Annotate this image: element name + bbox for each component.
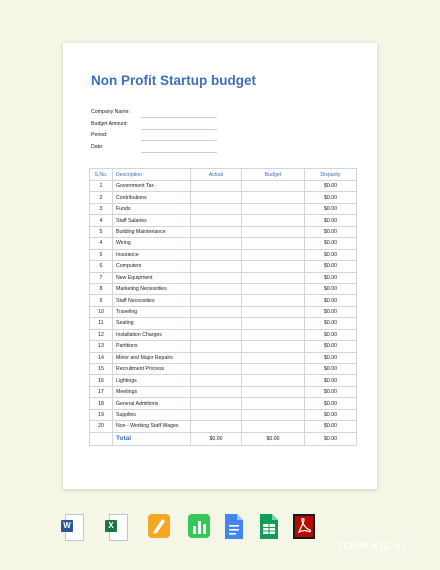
row-budget	[242, 398, 305, 409]
table-row	[90, 283, 357, 294]
row-budget	[242, 341, 305, 352]
table-row	[90, 329, 357, 340]
table-row	[90, 341, 357, 352]
row-sno: 17	[90, 386, 113, 397]
row-description: General Admitions	[113, 398, 191, 409]
row-sno: 12	[90, 329, 113, 340]
company-name-line	[141, 117, 217, 118]
google-sheets-icon[interactable]	[258, 513, 282, 541]
budget-amount-label: Budget Amount:	[91, 121, 128, 127]
row-actual	[191, 318, 242, 329]
row-actual	[191, 375, 242, 386]
row-disparity: $0.00	[305, 181, 357, 192]
row-description: Contributions	[113, 192, 191, 203]
row-sno: 5	[90, 226, 113, 237]
table-row	[90, 192, 357, 203]
total-sno-cell	[90, 432, 113, 445]
row-sno: 5	[90, 249, 113, 260]
row-description: New Equipment	[113, 272, 191, 283]
row-actual	[191, 181, 242, 192]
row-description: Installation Charges	[113, 329, 191, 340]
row-description: Insurance	[113, 249, 191, 260]
row-actual	[191, 352, 242, 363]
row-budget	[242, 203, 305, 214]
row-budget	[242, 352, 305, 363]
table-row	[90, 295, 357, 306]
row-description: Minor and Major Repairs	[113, 352, 191, 363]
total-row	[90, 432, 357, 445]
table-row	[90, 318, 357, 329]
row-description: Supplies	[113, 409, 191, 420]
row-disparity: $0.00	[305, 386, 357, 397]
row-actual	[191, 398, 242, 409]
row-sno: 14	[90, 352, 113, 363]
row-sno: 10	[90, 306, 113, 317]
row-disparity: $0.00	[305, 249, 357, 260]
row-description: Recruitment Process	[113, 364, 191, 375]
row-disparity: $0.00	[305, 409, 357, 420]
row-description: Non - Working Staff Wages	[113, 421, 191, 432]
row-description: Seating	[113, 318, 191, 329]
row-budget	[242, 421, 305, 432]
date-label: Date:	[91, 144, 104, 150]
row-disparity: $0.00	[305, 398, 357, 409]
table-row	[90, 352, 357, 363]
row-sno: 4	[90, 238, 113, 249]
row-actual	[191, 261, 242, 272]
row-actual	[191, 364, 242, 375]
row-actual	[191, 386, 242, 397]
budget-amount-line	[141, 129, 217, 130]
document-title: Non Profit Startup budget	[91, 73, 256, 88]
row-description: Traveling	[113, 306, 191, 317]
row-actual	[191, 203, 242, 214]
total-budget: $0.00	[242, 432, 305, 445]
row-actual	[191, 341, 242, 352]
total-actual: $0.00	[191, 432, 242, 445]
row-budget	[242, 364, 305, 375]
row-sno: 7	[90, 272, 113, 283]
row-disparity: $0.00	[305, 352, 357, 363]
total-disparity: $0.00	[305, 432, 357, 445]
row-budget	[242, 409, 305, 420]
row-budget	[242, 192, 305, 203]
row-disparity: $0.00	[305, 421, 357, 432]
row-sno: 9	[90, 295, 113, 306]
row-actual	[191, 226, 242, 237]
row-description: Computers	[113, 261, 191, 272]
row-sno: 18	[90, 398, 113, 409]
row-description: Marketing Necessities	[113, 283, 191, 294]
row-budget	[242, 215, 305, 226]
row-sno: 19	[90, 409, 113, 420]
header-disparity: Disparity	[305, 169, 357, 181]
row-sno: 3	[90, 203, 113, 214]
row-disparity: $0.00	[305, 341, 357, 352]
row-budget	[242, 375, 305, 386]
row-budget	[242, 226, 305, 237]
row-actual	[191, 192, 242, 203]
row-sno: 8	[90, 283, 113, 294]
header-sno: S.No.	[90, 169, 113, 181]
row-disparity: $0.00	[305, 329, 357, 340]
row-sno: 13	[90, 341, 113, 352]
template-net-logo[interactable]: TEMPLATE.NET	[337, 541, 414, 552]
row-disparity: $0.00	[305, 306, 357, 317]
excel-icon[interactable]: X	[105, 513, 129, 541]
total-label: Total	[113, 432, 191, 445]
row-budget	[242, 272, 305, 283]
period-line	[141, 140, 217, 141]
row-actual	[191, 249, 242, 260]
row-description: Government Tax	[113, 181, 191, 192]
row-budget	[242, 238, 305, 249]
row-description: Meetings	[113, 386, 191, 397]
row-actual	[191, 272, 242, 283]
row-budget	[242, 181, 305, 192]
row-description: Staff Necessities	[113, 295, 191, 306]
period-label: Period:	[91, 132, 108, 138]
numbers-icon[interactable]	[187, 513, 211, 541]
row-disparity: $0.00	[305, 283, 357, 294]
table-row	[90, 238, 357, 249]
row-description: Building Maintenance	[113, 226, 191, 237]
row-sno: 16	[90, 375, 113, 386]
word-icon[interactable]: W	[61, 513, 85, 541]
table-row	[90, 203, 357, 214]
row-disparity: $0.00	[305, 261, 357, 272]
row-sno: 6	[90, 261, 113, 272]
row-actual	[191, 283, 242, 294]
row-sno: 20	[90, 421, 113, 432]
row-budget	[242, 329, 305, 340]
row-disparity: $0.00	[305, 295, 357, 306]
row-disparity: $0.00	[305, 364, 357, 375]
row-actual	[191, 329, 242, 340]
header-budget: Budget	[242, 169, 305, 181]
row-actual	[191, 409, 242, 420]
row-disparity: $0.00	[305, 238, 357, 249]
header-description: Description	[113, 169, 191, 181]
row-budget	[242, 386, 305, 397]
table-row	[90, 386, 357, 397]
table-row	[90, 181, 357, 192]
table-row	[90, 249, 357, 260]
row-description: Staff Salaries	[113, 215, 191, 226]
row-disparity: $0.00	[305, 215, 357, 226]
row-description: Wiring	[113, 238, 191, 249]
row-sno: 11	[90, 318, 113, 329]
company-name-label: Company Name:	[91, 109, 130, 115]
table-row	[90, 226, 357, 237]
row-budget	[242, 306, 305, 317]
table-row	[90, 364, 357, 375]
date-line	[141, 152, 217, 153]
table-header-row	[90, 169, 357, 181]
row-actual	[191, 215, 242, 226]
budget-table	[89, 168, 357, 446]
row-disparity: $0.00	[305, 272, 357, 283]
row-sno: 15	[90, 364, 113, 375]
table-row	[90, 421, 357, 432]
row-sno: 2	[90, 192, 113, 203]
google-docs-icon[interactable]	[223, 513, 247, 541]
document-sheet	[63, 43, 377, 489]
row-disparity: $0.00	[305, 318, 357, 329]
row-description: Lightings	[113, 375, 191, 386]
row-budget	[242, 295, 305, 306]
table-row	[90, 261, 357, 272]
table-row	[90, 398, 357, 409]
header-actual: Actual	[191, 169, 242, 181]
row-sno: 4	[90, 215, 113, 226]
row-disparity: $0.00	[305, 226, 357, 237]
row-budget	[242, 283, 305, 294]
row-budget	[242, 249, 305, 260]
row-sno: 1	[90, 181, 113, 192]
row-disparity: $0.00	[305, 192, 357, 203]
row-actual	[191, 306, 242, 317]
table-row	[90, 215, 357, 226]
row-actual	[191, 421, 242, 432]
pdf-icon[interactable]	[292, 513, 316, 541]
row-budget	[242, 318, 305, 329]
row-budget	[242, 261, 305, 272]
table-row	[90, 306, 357, 317]
row-description: Partitions	[113, 341, 191, 352]
table-row	[90, 272, 357, 283]
row-disparity: $0.00	[305, 375, 357, 386]
table-row	[90, 375, 357, 386]
row-actual	[191, 238, 242, 249]
pages-icon[interactable]	[147, 513, 171, 541]
row-description: Funds	[113, 203, 191, 214]
row-disparity: $0.00	[305, 203, 357, 214]
row-actual	[191, 295, 242, 306]
table-row	[90, 409, 357, 420]
